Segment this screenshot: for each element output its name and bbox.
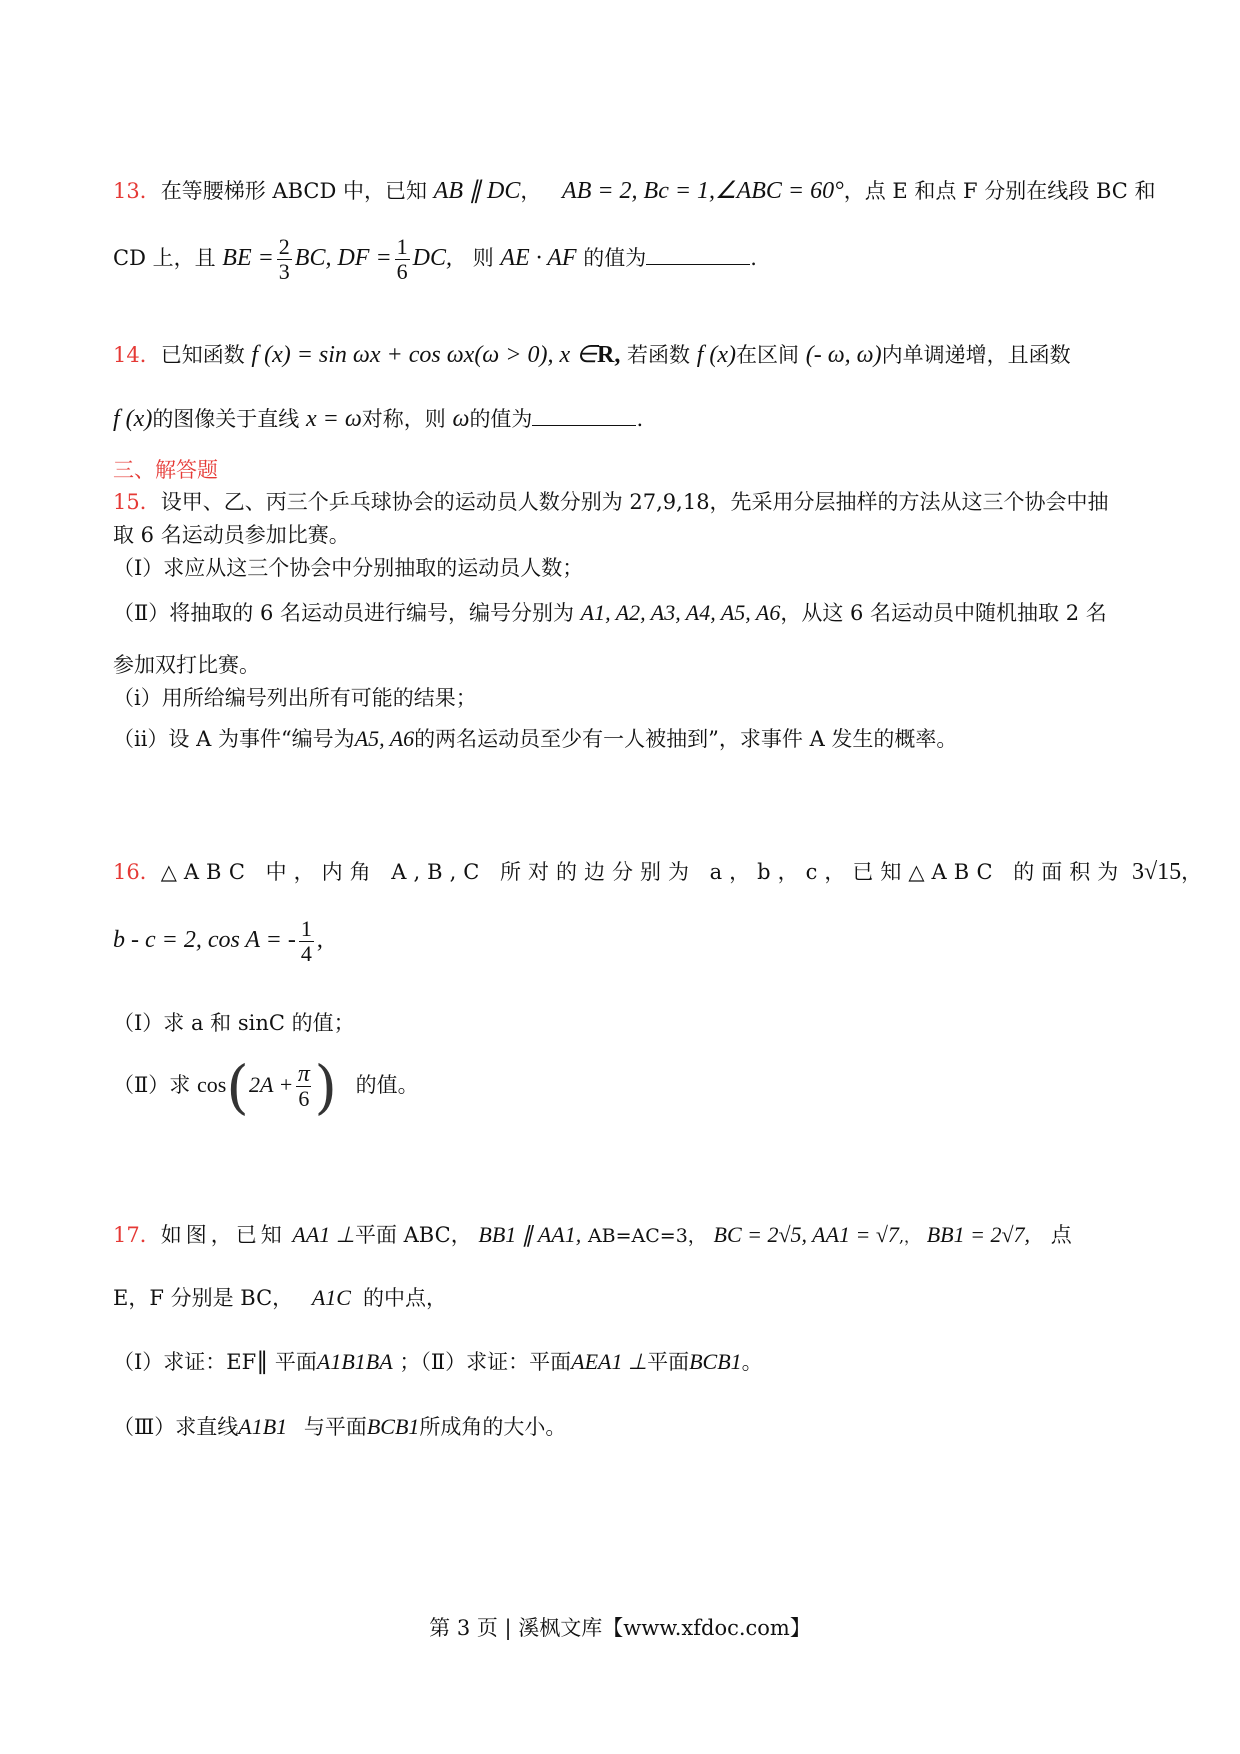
q17-math-plane: BCB1 bbox=[366, 1414, 420, 1439]
q17-text: 如图，已知 bbox=[160, 1223, 286, 1247]
q17-text: 的中点， bbox=[362, 1286, 447, 1310]
fraction-numerator: 1 bbox=[396, 234, 408, 259]
q17-math-lengths: BC = 2√5, AA1 = √7 bbox=[713, 1222, 899, 1247]
q17-text: 平面 bbox=[647, 1350, 690, 1374]
q14-text: 对称，则 bbox=[361, 407, 446, 431]
q16-number: 16． bbox=[113, 860, 161, 884]
q14-math-reals: R, bbox=[597, 342, 621, 368]
q13-text: 的值为 bbox=[583, 246, 647, 270]
answer-blank bbox=[532, 405, 636, 426]
q17-math-plane: A1B1BA bbox=[316, 1349, 393, 1374]
q13-math-parallel: AB ∥ DC bbox=[433, 178, 521, 204]
q14-text: 内单调递增，且函数 bbox=[881, 343, 1071, 367]
q17-text: 点 bbox=[1050, 1223, 1072, 1247]
q13-text: ，点 E 和点 F 分别在线段 BC 和 bbox=[843, 179, 1156, 203]
q15-text: 的两名运动员至少有一人被抽到”，求事件 A 发生的概率。 bbox=[414, 727, 958, 751]
q13-text: ， bbox=[520, 179, 542, 203]
q14-line1 bbox=[113, 340, 1130, 370]
q16-math-inner: 2A + bbox=[248, 1072, 294, 1097]
q13-line1 bbox=[113, 176, 1156, 206]
q14-math-function: f (x) = sin ωx + cos ωx(ω > 0), x ∈ bbox=[251, 342, 597, 368]
q14-text: 在区间 bbox=[736, 343, 800, 367]
q14-text: 的图像关于直线 bbox=[152, 407, 300, 431]
q13-math-dot-product: AE · AF bbox=[500, 245, 577, 271]
q13-math-bc: BC, DF = bbox=[294, 245, 392, 271]
q16-part1: （Ⅰ）求 a 和 sinC 的值； bbox=[113, 1011, 355, 1035]
q17-text: （Ⅲ）求直线 bbox=[113, 1415, 239, 1439]
q13-text: CD 上，且 bbox=[113, 246, 216, 270]
q17-line1 bbox=[113, 1220, 1130, 1252]
q15-text: ，从这 6 名运动员中随机抽取 2 名 bbox=[780, 601, 1107, 625]
section-title: 三、解答题 bbox=[113, 458, 218, 482]
q15-number: 15． bbox=[113, 490, 161, 514]
q17-text: 平面 bbox=[274, 1350, 317, 1374]
q17-line2 bbox=[113, 1283, 1130, 1313]
q17-math-perp: AEA1 ⊥ bbox=[571, 1349, 648, 1374]
q14-math-interval: (- ω, ω) bbox=[805, 342, 882, 368]
left-paren: ( bbox=[226, 1052, 249, 1121]
q15-math-labels: A1, A2, A3, A4, A5, A6 bbox=[580, 600, 781, 625]
q16-text: （Ⅱ）求 bbox=[113, 1073, 191, 1097]
q17-math-perp: AA1 ⊥ bbox=[292, 1222, 355, 1247]
q14-line2 bbox=[113, 404, 1130, 434]
fraction-denominator: 3 bbox=[278, 259, 290, 284]
fraction-numerator: 2 bbox=[278, 234, 290, 259]
q14-number: 14． bbox=[113, 343, 161, 367]
q17-math-plane: BCB1 bbox=[689, 1349, 742, 1374]
q14-text: 的值为 bbox=[469, 407, 533, 431]
fraction-numerator: 1 bbox=[300, 916, 312, 941]
q17-text: （Ⅰ）求证：EF bbox=[113, 1350, 257, 1374]
q13-math-be: BE = bbox=[222, 245, 274, 271]
q17-math-parallel: ∥ bbox=[256, 1349, 269, 1375]
q16-text: △ABC 中，内角 A,B,C 所对的边分别为 a，b，c，已知△ABC 的面积为 bbox=[160, 860, 1126, 884]
q14-math-omega: ω bbox=[452, 406, 470, 432]
fraction-1-4 bbox=[299, 917, 314, 966]
q15-line2: 取 6 名运动员参加比赛。 bbox=[113, 523, 350, 547]
q17-number: 17． bbox=[113, 1223, 161, 1247]
q17-text: ；（Ⅱ）求证：平面 bbox=[399, 1350, 572, 1374]
q17-text: E，F 分别是 BC， bbox=[113, 1286, 294, 1310]
answer-blank bbox=[646, 244, 750, 265]
q15-math-a5a6: A5, A6 bbox=[354, 726, 415, 751]
q15-part-ii bbox=[113, 724, 1130, 754]
q16-line2: b - c = 2, cos A = - $\frac{1}{4}$ , bbox=[113, 916, 323, 966]
q13-text: 则 bbox=[472, 246, 494, 270]
q14-text: 已知函数 bbox=[160, 343, 245, 367]
q17-math-a1c: A1C bbox=[311, 1285, 351, 1310]
q13-text: 在等腰梯形 ABCD 中，已知 bbox=[160, 179, 427, 203]
q15-text: （Ⅱ）将抽取的 6 名运动员进行编号，编号分别为 bbox=[113, 601, 574, 625]
q13-line2 bbox=[113, 228, 1130, 288]
q13-math-given: AB = 2, Bc = 1,∠ABC = 60° bbox=[562, 178, 844, 204]
q14-math-line: x = ω bbox=[306, 406, 362, 432]
q14-math-fx: f (x) bbox=[113, 406, 153, 432]
fraction-2-3 bbox=[277, 235, 292, 284]
q15-line1 bbox=[113, 487, 1130, 517]
q15-line5: 参加双打比赛。 bbox=[113, 653, 260, 677]
q17-math-parallel: BB1 ∥ AA1, bbox=[478, 1222, 582, 1247]
q17-text: 所成角的大小。 bbox=[419, 1415, 567, 1439]
q17-text: 。 bbox=[741, 1350, 763, 1374]
fraction-denominator: 6 bbox=[298, 1086, 310, 1111]
q15-part2 bbox=[113, 598, 1130, 628]
fraction-denominator: 4 bbox=[300, 941, 312, 966]
q14-text: 若函数 bbox=[627, 343, 691, 367]
fraction-numerator: π bbox=[297, 1061, 310, 1087]
q15-text: 设甲、乙、丙三个乒乓球协会的运动员人数分别为 27,9,18，先采用分层抽样的方法从这三个协会中抽 bbox=[160, 490, 1109, 514]
q16-line1: 16．△ABC 中，内角 A,B,C 所对的边分别为 a，b，c，已知△ABC 的面积为 3√15， bbox=[113, 859, 1203, 885]
q15-part-i: （i）用所给编号列出所有可能的结果； bbox=[113, 686, 477, 710]
q17-text: 平面 ABC， bbox=[354, 1223, 472, 1247]
q16-text: 的值。 bbox=[355, 1073, 419, 1097]
q13-number: 13． bbox=[113, 179, 161, 203]
q16-part2 bbox=[113, 1050, 1130, 1120]
fraction-pi-6 bbox=[296, 1062, 311, 1111]
q17-text: ,， bbox=[898, 1227, 921, 1246]
q17-part1-2 bbox=[113, 1347, 1130, 1377]
q17-math-bb1: BB1 = 2√7, bbox=[926, 1222, 1031, 1247]
q14-text: . bbox=[636, 407, 644, 431]
q17-part3 bbox=[113, 1412, 1130, 1442]
q15-part1: （Ⅰ）求应从这三个协会中分别抽取的运动员人数； bbox=[113, 556, 584, 580]
q17-math-line: A1B1 bbox=[238, 1414, 288, 1439]
q17-text: AB=AC=3， bbox=[587, 1225, 707, 1247]
right-paren: ) bbox=[314, 1052, 337, 1121]
page-footer: 第 3 页 | 溪枫文库【www.xfdoc.com】 bbox=[429, 1616, 811, 1640]
q16-math-cos: cos bbox=[196, 1072, 227, 1097]
q16-math-area: 3√15 bbox=[1131, 859, 1182, 885]
fraction-denominator: 6 bbox=[396, 259, 408, 284]
q17-text: 与平面 bbox=[303, 1415, 367, 1439]
q14-math-fx: f (x) bbox=[696, 342, 737, 368]
fraction-1-6 bbox=[395, 235, 410, 284]
q15-text: （ii）设 A 为事件“编号为 bbox=[113, 727, 355, 751]
q13-math-dc: DC, bbox=[412, 245, 452, 271]
q16-math-given: b - c = 2, cos A = - bbox=[113, 927, 296, 953]
q13-text: . bbox=[750, 246, 757, 270]
